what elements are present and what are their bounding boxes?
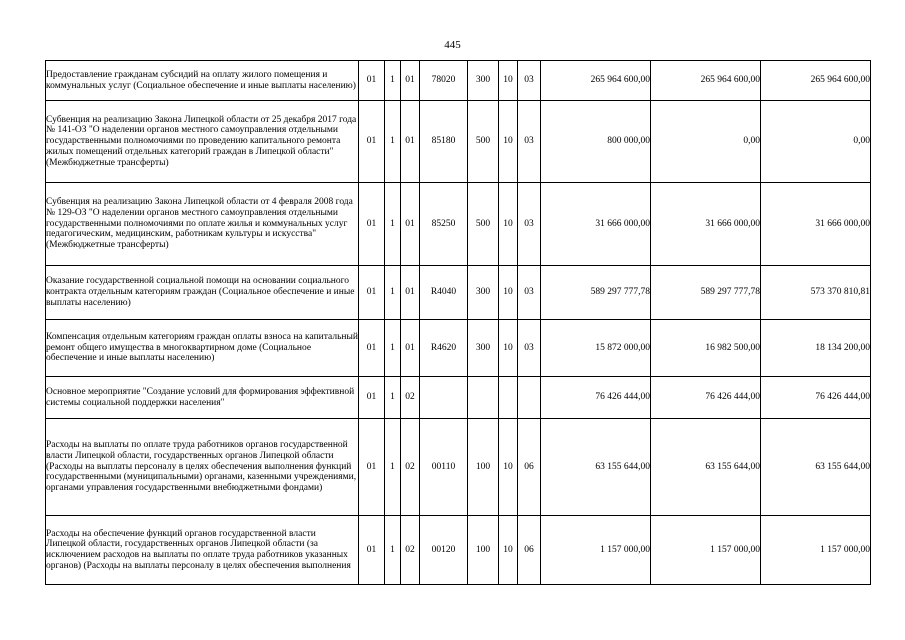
row-name: Компенсация отдельным категориям граждан оплаты взноса на капитальный ремонт общего имущества в многоквартирном доме (Социальное обеспечение и иные выплаты населению) (46, 320, 359, 377)
row-code: 1 (385, 101, 401, 183)
row-code: 10 (499, 419, 518, 516)
row-code (420, 377, 468, 419)
row-code: 03 (518, 183, 541, 266)
row-amount: 31 666 000,00 (651, 183, 761, 266)
row-code: 300 (468, 61, 499, 101)
table-row (46, 377, 871, 419)
table-row (46, 266, 871, 320)
row-name: Расходы на обеспечение функций органов государственной власти Липецкой области, государственных органов Липецкой области (за исключением расходов на выплаты по оплате труда работников указанных органов) (Расходы на выплаты персоналу в целях обеспечения выполнения (46, 516, 359, 585)
row-code: 06 (518, 419, 541, 516)
row-amount: 31 666 000,00 (761, 183, 871, 266)
row-code: 78020 (420, 61, 468, 101)
row-code: 03 (518, 266, 541, 320)
row-name: Предоставление гражданам субсидий на оплату жилого помещения и коммунальных услуг (Социальное обеспечение и иные выплаты населению) (46, 61, 359, 101)
row-code: 10 (499, 266, 518, 320)
row-name: Оказание государственной социальной помощи на основании социального контракта отдельным категориям граждан (Социальное обеспечение и иные выплаты населению) (46, 266, 359, 320)
row-code: 01 (359, 183, 385, 266)
row-code: 1 (385, 183, 401, 266)
row-code: 10 (499, 183, 518, 266)
page-number: 445 (444, 39, 461, 51)
row-code: 1 (385, 516, 401, 585)
row-code: 00120 (420, 516, 468, 585)
row-amount: 800 000,00 (541, 101, 651, 183)
row-name: Расходы на выплаты по оплате труда работников органов государственной власти Липецкой области, государственных органов Липецкой области (Расходы на выплаты персоналу в целях обеспечения выполнения функций государственными (муниципальными) органами, казенными учреждениями, органами управления государственными внебюджетными фондами) (46, 419, 359, 516)
row-code: 500 (468, 183, 499, 266)
row-amount: 63 155 644,00 (541, 419, 651, 516)
table-row (46, 320, 871, 377)
row-amount: 76 426 444,00 (651, 377, 761, 419)
row-name: Основное мероприятие "Создание условий для формирования эффективной системы социальной поддержки населения" (46, 377, 359, 419)
row-code: 10 (499, 61, 518, 101)
row-amount: 265 964 600,00 (761, 61, 871, 101)
row-amount: 63 155 644,00 (761, 419, 871, 516)
row-code: 01 (401, 266, 420, 320)
row-amount: 589 297 777,78 (651, 266, 761, 320)
row-amount: 76 426 444,00 (761, 377, 871, 419)
row-amount: 573 370 810,81 (761, 266, 871, 320)
row-code: 01 (359, 516, 385, 585)
row-code: R4620 (420, 320, 468, 377)
row-code: 01 (359, 419, 385, 516)
row-code: 01 (359, 320, 385, 377)
row-amount: 265 964 600,00 (651, 61, 761, 101)
row-code: R4040 (420, 266, 468, 320)
row-amount: 16 982 500,00 (651, 320, 761, 377)
row-name: Субвенция на реализацию Закона Липецкой области от 4 февраля 2008 года № 129-ОЗ "О наделении органов местного самоуправления отдельными государственными полномочиями по оплате жилья и коммунальных услуг педагогическим, медицинским, работникам культуры и искусства" (Межбюджетные трансферты) (46, 183, 359, 266)
row-code: 1 (385, 377, 401, 419)
budget-table (45, 60, 871, 585)
table-row (46, 101, 871, 183)
row-code: 10 (499, 320, 518, 377)
row-code: 01 (359, 61, 385, 101)
row-amount: 15 872 000,00 (541, 320, 651, 377)
table-row (46, 183, 871, 266)
table-row (46, 516, 871, 585)
row-code (518, 377, 541, 419)
row-code: 100 (468, 516, 499, 585)
row-code: 03 (518, 320, 541, 377)
row-code: 1 (385, 61, 401, 101)
row-code: 00110 (420, 419, 468, 516)
row-amount: 76 426 444,00 (541, 377, 651, 419)
row-code: 02 (401, 377, 420, 419)
row-code: 03 (518, 101, 541, 183)
row-code: 300 (468, 320, 499, 377)
row-amount: 265 964 600,00 (541, 61, 651, 101)
row-code: 500 (468, 101, 499, 183)
row-code: 01 (401, 183, 420, 266)
row-code: 02 (401, 516, 420, 585)
row-code: 85250 (420, 183, 468, 266)
row-code: 01 (401, 320, 420, 377)
row-amount: 0,00 (761, 101, 871, 183)
row-code: 01 (401, 101, 420, 183)
row-amount: 18 134 200,00 (761, 320, 871, 377)
row-code: 85180 (420, 101, 468, 183)
row-amount: 0,00 (651, 101, 761, 183)
row-code: 03 (518, 61, 541, 101)
row-code (468, 377, 499, 419)
row-code: 02 (401, 419, 420, 516)
row-amount: 63 155 644,00 (651, 419, 761, 516)
row-code: 01 (359, 101, 385, 183)
row-name: Субвенция на реализацию Закона Липецкой области от 25 декабря 2017 года № 141-ОЗ "О наделении органов местного самоуправления отдельными государственными полномочиями по проведению капитального ремонта жилых помещений отдельных категорий граждан в Липецкой области" (Межбюджетные трансферты) (46, 101, 359, 183)
row-code: 1 (385, 320, 401, 377)
row-amount: 1 157 000,00 (761, 516, 871, 585)
row-amount: 1 157 000,00 (541, 516, 651, 585)
row-code: 01 (401, 61, 420, 101)
row-amount: 31 666 000,00 (541, 183, 651, 266)
row-code: 1 (385, 266, 401, 320)
row-code: 1 (385, 419, 401, 516)
table-row (46, 419, 871, 516)
row-code: 300 (468, 266, 499, 320)
row-amount: 1 157 000,00 (651, 516, 761, 585)
row-code: 01 (359, 377, 385, 419)
row-code (499, 377, 518, 419)
row-code: 100 (468, 419, 499, 516)
table-row (46, 61, 871, 101)
row-amount: 589 297 777,78 (541, 266, 651, 320)
row-code: 06 (518, 516, 541, 585)
row-code: 10 (499, 516, 518, 585)
row-code: 10 (499, 101, 518, 183)
row-code: 01 (359, 266, 385, 320)
